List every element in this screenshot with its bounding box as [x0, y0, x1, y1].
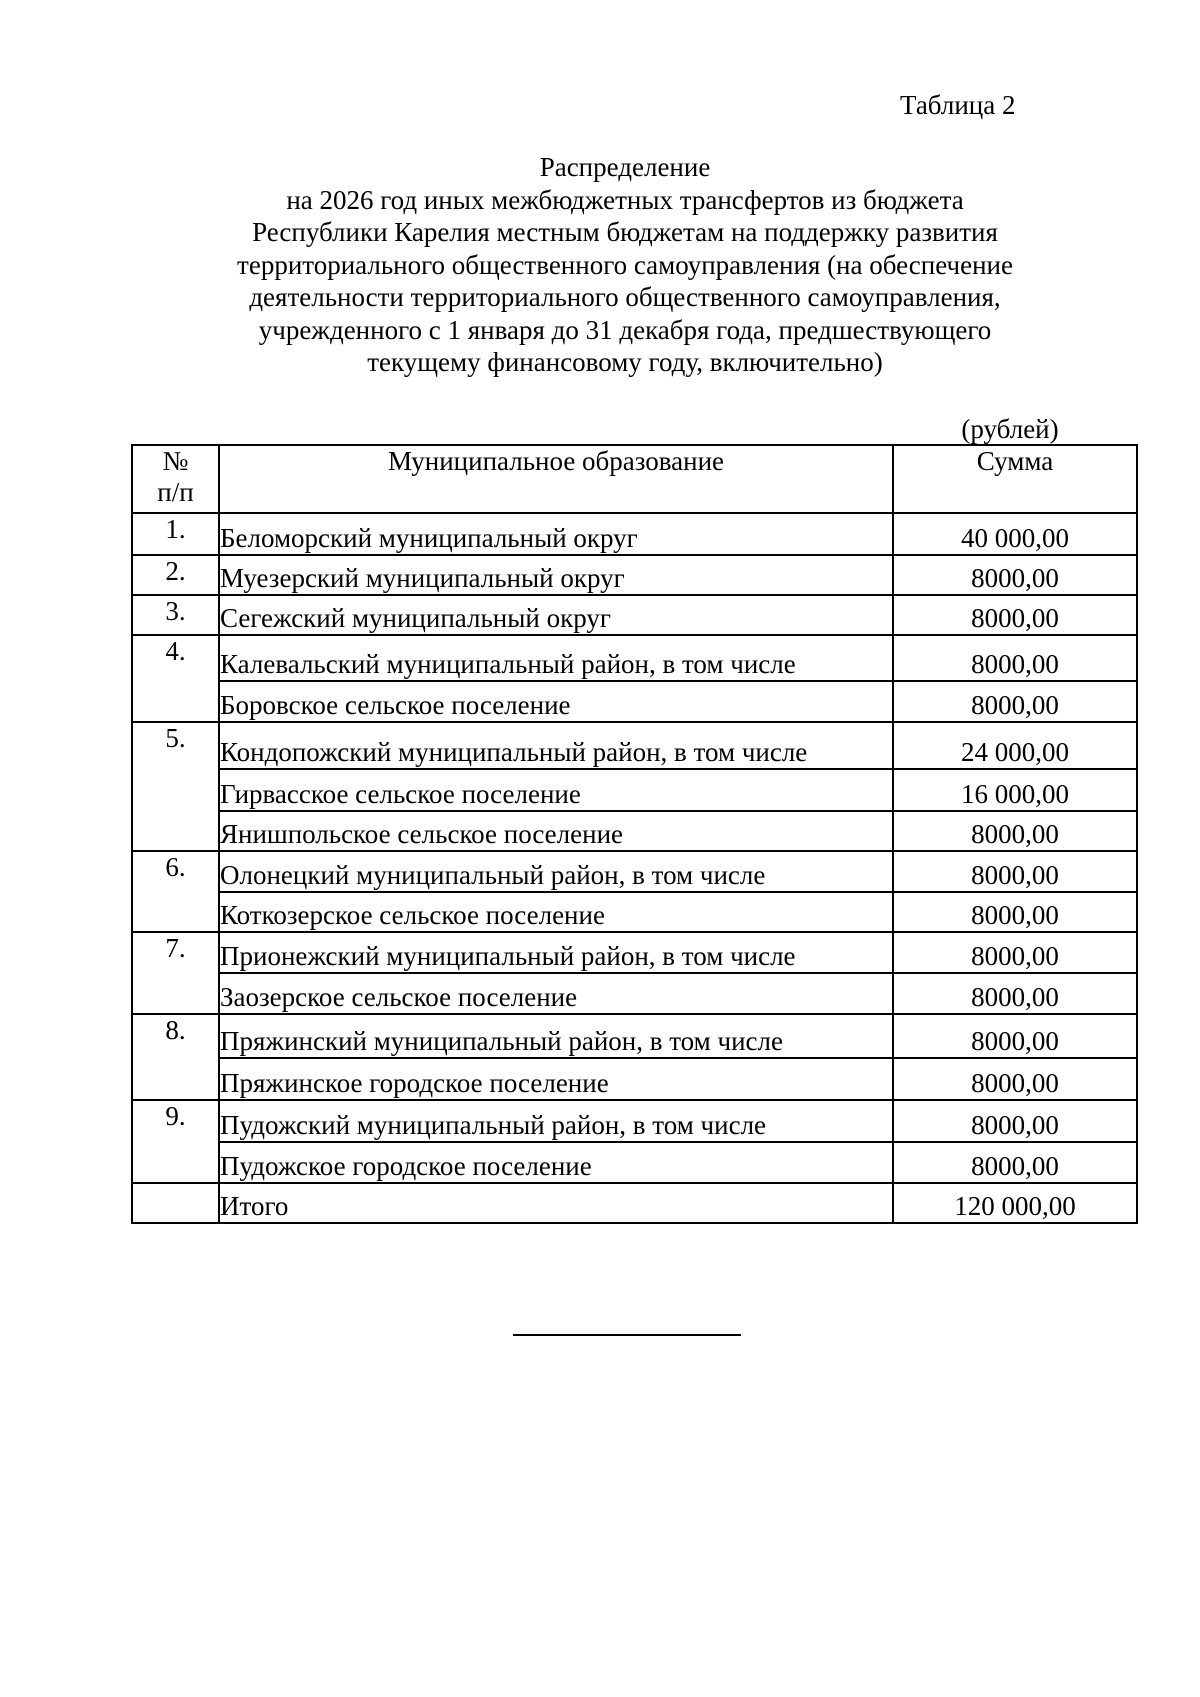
row-sum: 8000,00 — [893, 1014, 1137, 1058]
row-sum: 24 000,00 — [893, 722, 1137, 769]
row-sum: 8000,00 — [893, 1100, 1137, 1142]
row-municipality: Пряжинское городское поселение — [219, 1058, 893, 1100]
header-number-symbol: № — [162, 446, 189, 476]
table-row — [132, 811, 1137, 851]
table-row — [132, 1058, 1137, 1100]
row-municipality: Кондопожский муниципальный район, в том числе — [219, 722, 893, 769]
row-sum: 8000,00 — [893, 635, 1137, 681]
row-sum: 8000,00 — [893, 681, 1137, 722]
row-sum: 8000,00 — [893, 811, 1137, 851]
table-row — [132, 513, 1137, 555]
total-label: Итого — [219, 1183, 893, 1223]
row-number: 3. — [132, 595, 219, 635]
header-number — [132, 445, 219, 513]
document-title — [160, 151, 1090, 379]
end-divider-line — [513, 1334, 741, 1336]
title-line: Распределение — [539, 152, 711, 182]
row-municipality: Боровское сельское поселение — [219, 681, 893, 722]
row-municipality: Беломорский муниципальный округ — [219, 513, 893, 555]
row-sum: 8000,00 — [893, 851, 1137, 892]
table-row — [132, 1100, 1137, 1142]
title-line: Республики Карелия местным бюджетам на поддержку развития — [252, 217, 998, 247]
row-municipality: Сегежский муниципальный округ — [219, 595, 893, 635]
total-sum: 120 000,00 — [893, 1183, 1137, 1223]
distribution-table — [131, 444, 1138, 1224]
row-sum: 8000,00 — [893, 892, 1137, 932]
row-sum: 8000,00 — [893, 1058, 1137, 1100]
title-line: на 2026 год иных межбюджетных трансфертов из бюджета — [286, 184, 964, 215]
table-row — [132, 892, 1137, 932]
title-line: территориального общественного самоуправления (на обеспечение — [237, 249, 1013, 280]
table-row — [132, 1142, 1137, 1183]
row-number: 1. — [132, 513, 219, 555]
row-municipality: Пудожское городское поселение — [219, 1142, 893, 1183]
row-number: 9. — [132, 1100, 219, 1183]
row-sum: 40 000,00 — [893, 513, 1137, 555]
table-header-row — [132, 445, 1137, 513]
row-number: 8. — [132, 1014, 219, 1100]
table-row — [132, 555, 1137, 595]
row-municipality: Гирвасское сельское поселение — [219, 769, 893, 811]
row-sum: 8000,00 — [893, 1142, 1137, 1183]
row-number: 5. — [132, 722, 219, 851]
table-number-label: Таблица 2 — [900, 90, 1016, 120]
units-label: (рублей) — [961, 414, 1059, 444]
table-row — [132, 769, 1137, 811]
table-row — [132, 1014, 1137, 1058]
total-row — [132, 1183, 1137, 1223]
row-sum: 8000,00 — [893, 595, 1137, 635]
row-municipality: Калевальский муниципальный район, в том числе — [219, 635, 893, 681]
table-row — [132, 595, 1137, 635]
row-number: 7. — [132, 932, 219, 1014]
row-number: 6. — [132, 851, 219, 932]
header-municipality: Муниципальное образование — [219, 445, 893, 513]
row-municipality: Пудожский муниципальный район, в том числе — [219, 1100, 893, 1142]
row-municipality: Олонецкий муниципальный район, в том числе — [219, 851, 893, 892]
row-municipality: Прионежский муниципальный район, в том числе — [219, 932, 893, 973]
table-row — [132, 635, 1137, 681]
row-sum: 8000,00 — [893, 932, 1137, 973]
table-row — [132, 722, 1137, 769]
row-municipality: Коткозерское сельское поселение — [219, 892, 893, 932]
row-sum: 8000,00 — [893, 555, 1137, 595]
row-number: 2. — [132, 555, 219, 595]
table-row — [132, 851, 1137, 892]
row-municipality: Заозерское сельское поселение — [219, 973, 893, 1014]
table-row — [132, 932, 1137, 973]
row-number — [132, 1183, 219, 1223]
header-number-abbrev: п/п — [157, 477, 194, 507]
header-sum: Сумма — [893, 445, 1137, 513]
row-municipality: Янишпольское сельское поселение — [219, 811, 893, 851]
title-line: учрежденного с 1 января до 31 декабря года, предшествующего — [258, 314, 992, 345]
row-number: 4. — [132, 635, 219, 722]
row-sum: 16 000,00 — [893, 769, 1137, 811]
table-row — [132, 973, 1137, 1014]
title-line: деятельности территориального общественного самоуправления, — [249, 282, 1001, 312]
row-municipality: Муезерский муниципальный округ — [219, 555, 893, 595]
title-line: текущему финансовому году, включительно) — [367, 347, 883, 377]
row-sum: 8000,00 — [893, 973, 1137, 1014]
row-municipality: Пряжинский муниципальный район, в том числе — [219, 1014, 893, 1058]
table-row — [132, 681, 1137, 722]
